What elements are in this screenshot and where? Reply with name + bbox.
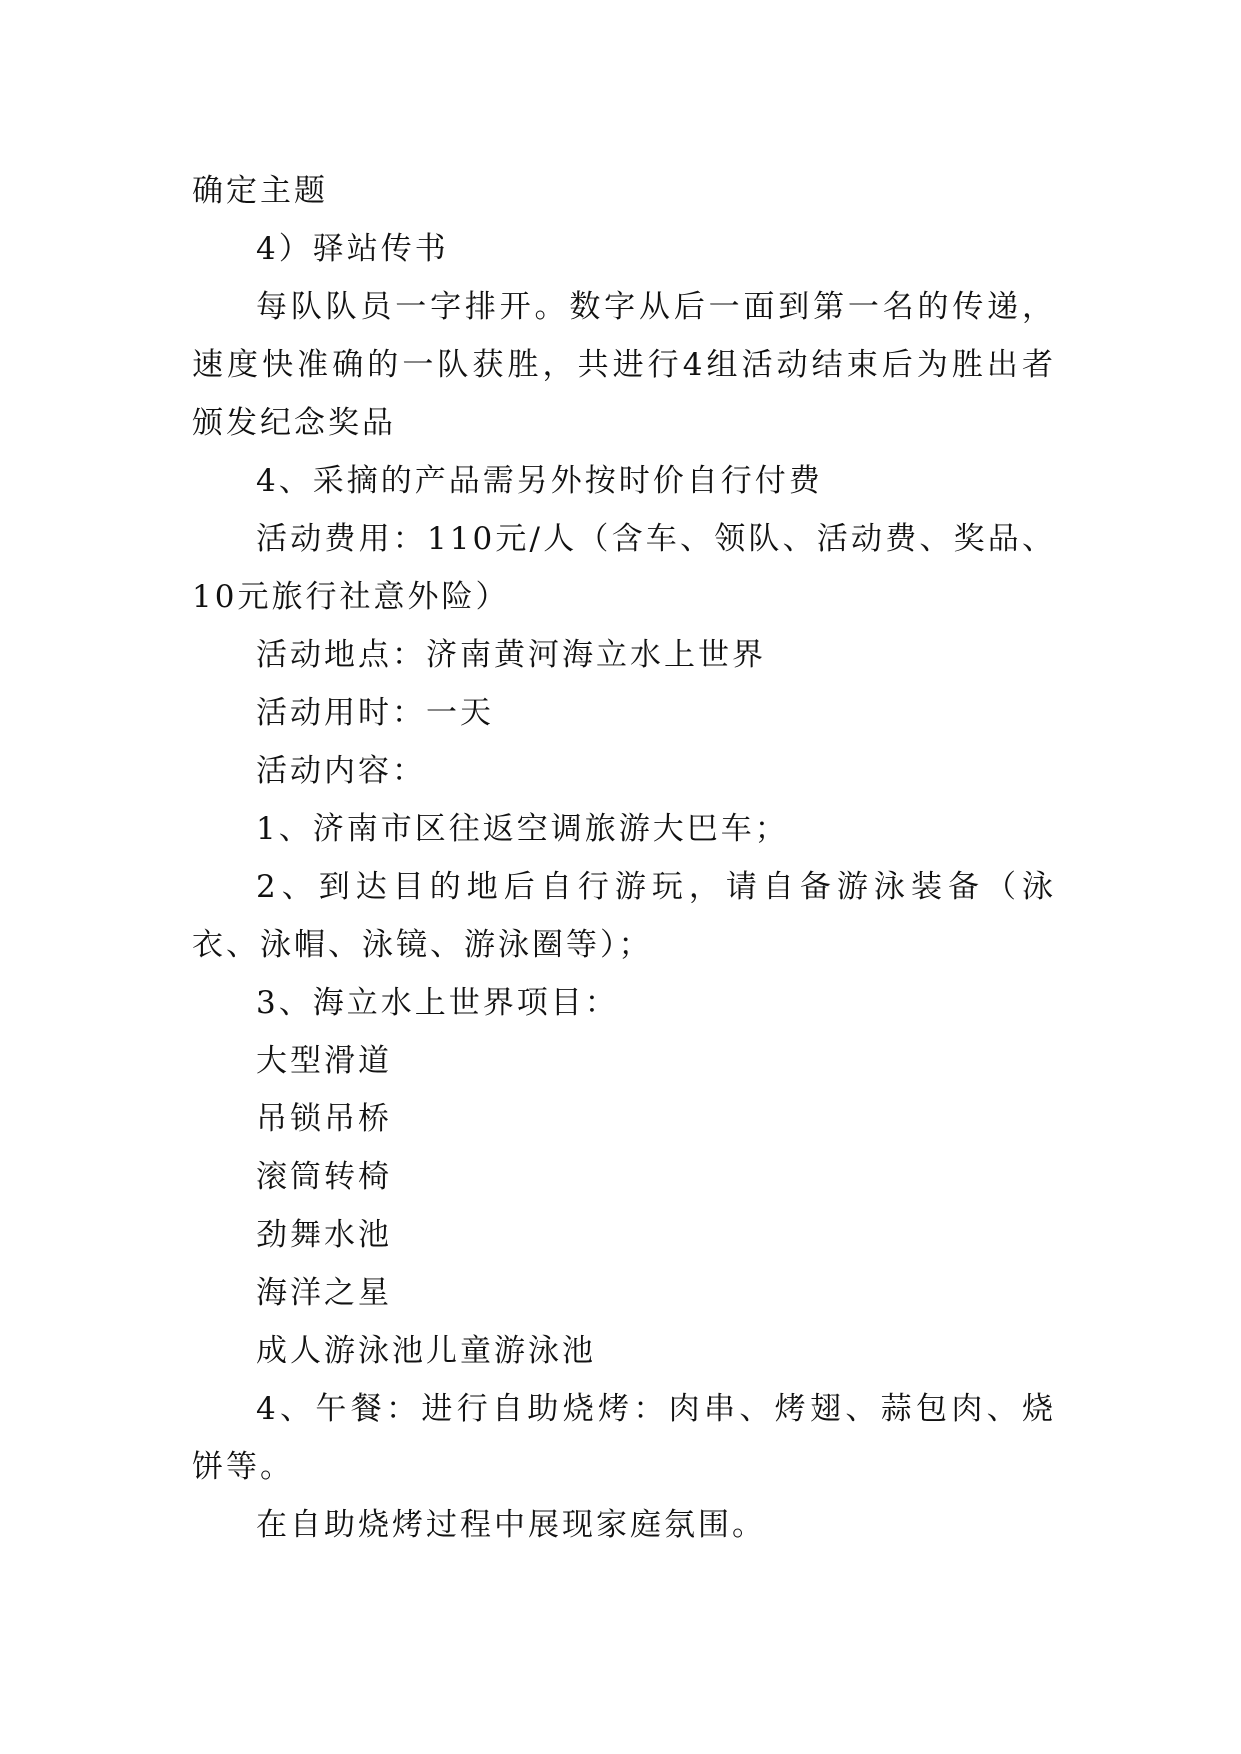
- paragraph-picking-fee: 4、采摘的产品需另外按时价自行付费: [256, 463, 823, 499]
- list-item-suspension-bridge: 吊锁吊桥: [256, 1101, 392, 1137]
- paragraph-activity-duration: 活动用时：一天: [256, 695, 494, 731]
- list-item-ocean-star: 海洋之星: [256, 1275, 392, 1311]
- list-item-large-slide: 大型滑道: [256, 1043, 392, 1079]
- document-body: [192, 162, 1056, 1554]
- paragraph-confirm-theme: 确定主题: [192, 173, 328, 209]
- list-item-roller-chair: 滚筒转椅: [256, 1159, 392, 1195]
- paragraph-item-lunch: 4、午餐：进行自助烧烤：肉串、烤翅、蒜包肉、烧饼等。: [192, 1391, 1056, 1485]
- paragraph-item-swim-gear: 2、到达目的地后自行游玩，请自备游泳装备（泳衣、泳帽、泳镜、游泳圈等）；: [192, 869, 1056, 963]
- paragraph-activity-content-heading: 活动内容：: [256, 753, 426, 789]
- paragraph-family-atmosphere: 在自助烧烤过程中展现家庭氛围。: [256, 1507, 766, 1543]
- paragraph-activity-cost: 活动费用：110元/人（含车、领队、活动费、奖品、10元旅行社意外险）: [192, 521, 1056, 615]
- list-item-pools: 成人游泳池儿童游泳池: [256, 1333, 596, 1369]
- paragraph-relay-title: 4）驿站传书: [256, 231, 449, 267]
- paragraph-item-park-projects: 3、海立水上世界项目：: [256, 985, 619, 1021]
- paragraph-relay-rules: 每队队员一字排开。数字从后一面到第一名的传递，速度快准确的一队获胜，共进行4组活动结束后为胜出者颁发纪念奖品: [192, 289, 1056, 441]
- paragraph-item-bus: 1、济南市区往返空调旅游大巴车；: [256, 811, 789, 847]
- list-item-dance-pool: 劲舞水池: [256, 1217, 392, 1253]
- paragraph-activity-location: 活动地点：济南黄河海立水上世界: [256, 637, 766, 673]
